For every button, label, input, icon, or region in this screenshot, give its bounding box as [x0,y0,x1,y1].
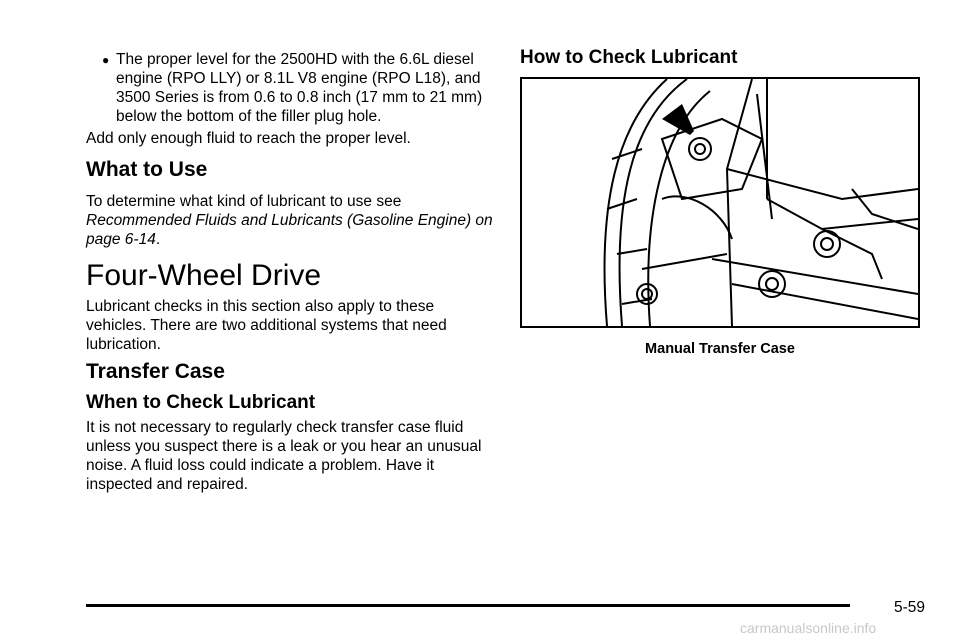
transfer-case-heading: Transfer Case [86,360,225,383]
four-wheel-drive-text: Lubricant checks in this section also apply to these vehicles. There are two additional systems that need lubrication. [86,298,447,353]
what-to-use-paragraph [86,192,496,249]
watermark: carmanualsonline.info [740,620,877,636]
page-number: 5-59 [894,599,926,616]
figure-caption: Manual Transfer Case [645,341,795,357]
recommended-fluids-reference: Recommended Fluids and Lubricants (Gasoline Engine) on page 6-14 [86,212,493,248]
what-to-use-heading: What to Use [86,158,208,181]
bullet-item [86,50,496,126]
what-to-use-period: . [155,231,161,248]
transfer-case-illustration [522,79,918,326]
bullet-text: The proper level for the 2500HD with the 6.6L diesel engine (RPO LLY) or 8.1L V8 engine (RPO L18), and 3500 Series is from 0.6 to 0.8 inch (17 mm to 21 mm) below the bottom of the filler plug hole. [116,51,483,125]
bullet-dot-icon: ● [102,53,110,67]
when-to-check-text: It is not necessary to regularly check transfer case fluid unless you suspect there is a leak or you hear an unusual noise. A fluid loss could indicate a problem. Have it inspected and repaired. [86,419,482,493]
four-wheel-drive-heading: Four-Wheel Drive [86,259,322,292]
when-to-check-heading: When to Check Lubricant [86,392,316,413]
transfer-case-figure [520,77,920,328]
what-to-use-text: To determine what kind of lubricant to use see [86,193,402,210]
footer-rule [86,604,850,607]
how-to-check-heading: How to Check Lubricant [520,47,738,68]
add-fluid-text: Add only enough fluid to reach the proper level. [86,130,411,147]
